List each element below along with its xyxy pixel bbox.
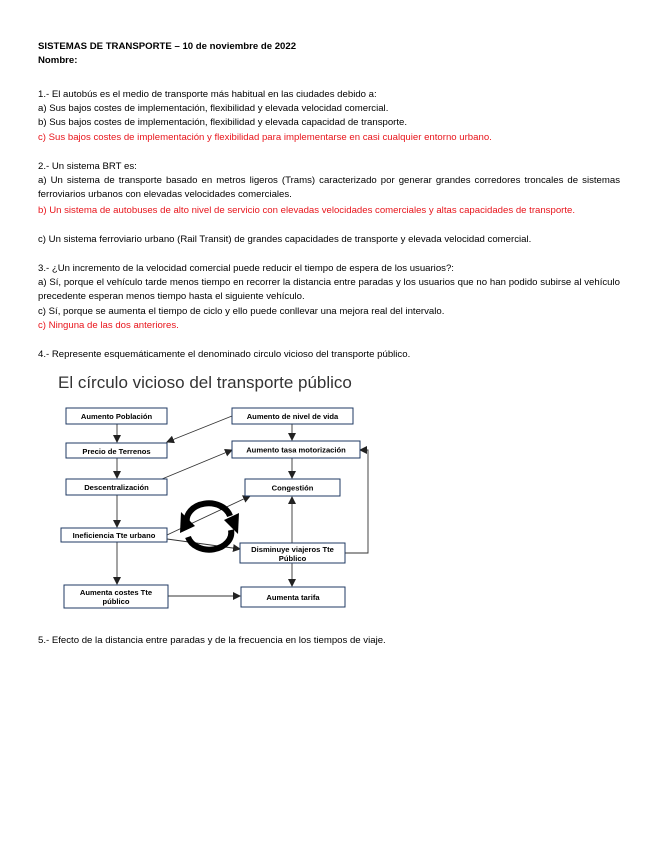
arrow-nivelvida-precio (167, 416, 232, 442)
box-aumento-poblacion (66, 408, 167, 424)
box-descentralizacion (66, 479, 167, 495)
question-3-prompt: 3.- ¿Un incremento de la velocidad comercial puede reducir el tiempo de espera de los usuarios?: (38, 263, 454, 274)
question-2-option-c: c) Un sistema ferroviario urbano (Rail Transit) de grandes capacidades de transporte y elevada velocidad comercial. (38, 234, 532, 245)
box-descentralizacion-label: Descentralización (84, 483, 149, 492)
box-aumenta-costes (64, 585, 168, 608)
question-3-option-a: a) Sí, porque el vehículo tarde menos tiempo en recorrer la distancia entre paradas y los usuarios que no han podido subirse al vehículo precedente esperan menos tiempo hasta el siguiente vehículo. (38, 277, 620, 302)
box-disminuye-viajeros-label-2: Público (278, 554, 307, 563)
box-aumento-nivel-vida (232, 408, 353, 424)
box-aumento-motorizacion-label: Aumento tasa motorización (246, 445, 346, 455)
box-disminuye-viajeros (240, 543, 345, 563)
diagram-title: El círculo vicioso del transporte público (58, 373, 352, 392)
box-aumento-nivel-vida-label: Aumento de nivel de vida (246, 412, 339, 421)
cycle-arrows-icon (180, 503, 239, 549)
question-1-option-b: b) Sus bajos costes de implementación, flexibilidad y elevada capacidad de transporte. (38, 117, 408, 128)
box-congestion-label: Congestión (271, 483, 314, 493)
arrow-descentralizacion-motorizacion (162, 450, 232, 479)
question-2-prompt: 2.- Un sistema BRT es: (38, 161, 137, 172)
question-2-option-a: a) Un sistema de transporte basado en metros ligeros (Trams) caracterizado por generar grandes corredores troncales de sistemas ferroviarios urbanos con elevadas velocidades comerciales. (38, 175, 620, 200)
box-aumenta-tarifa (241, 587, 345, 607)
question-1-option-c-answer: c) Sus bajos costes de implementación y flexibilidad para implementarse en casi cualquier entorno urbano. (38, 132, 492, 143)
question-4-prompt: 4.- Represente esquemáticamente el denominado circulo vicioso del transporte público. (38, 349, 411, 360)
box-aumenta-tarifa-label: Aumenta tarifa (266, 593, 320, 602)
box-aumenta-costes-label-2: público (102, 597, 130, 606)
box-precio-terrenos (66, 443, 167, 458)
box-aumento-motorizacion (232, 441, 360, 458)
question-1-option-a: a) Sus bajos costes de implementación, flexibilidad y elevada velocidad comercial. (38, 103, 389, 114)
box-precio-terrenos-label: Precio de Terrenos (82, 447, 151, 456)
box-aumenta-costes-label-1: Aumenta costes Tte (79, 588, 153, 597)
name-label: Nombre: (38, 55, 78, 66)
box-disminuye-viajeros-label-1: Disminuye viajeros Tte (251, 545, 334, 554)
exam-title: SISTEMAS DE TRANSPORTE (38, 41, 172, 52)
question-1-prompt: 1.- El autobús es el medio de transporte más habitual en las ciudades debido a: (38, 89, 377, 100)
exam-date: 10 de noviembre de 2022 (182, 41, 297, 52)
arrow-disminuye-motorizacion (345, 450, 368, 553)
box-congestion (245, 479, 340, 496)
box-ineficiencia-label: Ineficiencia Tte urbano (72, 531, 156, 540)
question-3-option-c-answer: c) Ninguna de las dos anteriores. (38, 320, 179, 331)
title-separator: – (171, 41, 183, 52)
box-ineficiencia (61, 528, 167, 542)
question-2-option-b-answer: b) Un sistema de autobuses de alto nivel de servicio con elevadas velocidades comerciales y altas capacidades de transporte. (38, 205, 576, 216)
question-5-prompt: 5.- Efecto de la distancia entre paradas y de la frecuencia en los tiempos de viaje. (38, 635, 386, 646)
box-aumento-poblacion-label: Aumento Población (80, 412, 153, 421)
question-3-option-c: c) Sí, porque se aumenta el tiempo de ciclo y ello puede conllevar una mejora real del intervalo. (38, 306, 445, 317)
